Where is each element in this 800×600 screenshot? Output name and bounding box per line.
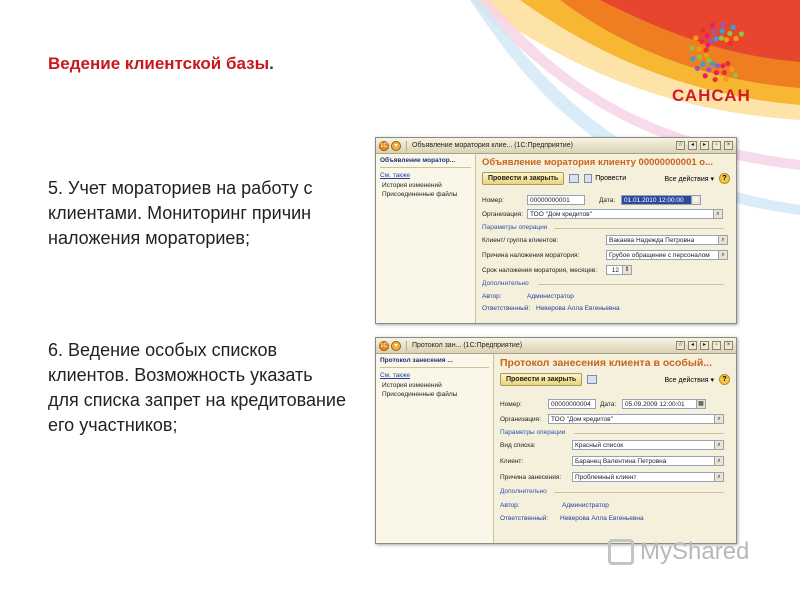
all-actions-menu[interactable]: Все действия ▾ (664, 376, 714, 384)
forward-icon[interactable]: ▸ (700, 341, 709, 350)
sidebar-item-files[interactable]: Присоединенные файлы (382, 391, 458, 398)
client-label: Клиент/ группа клиентов: (482, 236, 558, 244)
responsible-label: Ответственный: (482, 305, 531, 312)
watermark (608, 538, 749, 566)
help-icon[interactable]: ? (719, 374, 730, 385)
app-1c-icon[interactable]: 1С (380, 342, 388, 349)
client-value: Баранец Валентина Петровна (575, 458, 667, 465)
form-area (494, 354, 736, 543)
bullet-item-5: 5. Учет мораториев на работу с клиентами. Мониторинг причин наложения мораториев; (48, 178, 313, 248)
post-and-close-button[interactable]: Провести и закрыть (500, 373, 582, 386)
close-icon[interactable]: × (724, 141, 733, 150)
logo-dot (713, 77, 718, 82)
logo-dot (704, 47, 709, 52)
window-titlebar (376, 138, 736, 154)
org-value: ТОО "Дом кредитов" (530, 211, 592, 218)
logo-dot (720, 63, 725, 68)
search-icon[interactable]: ⌕ (714, 415, 723, 424)
list-type-field[interactable] (572, 440, 724, 450)
extra-section: Дополнительно (482, 280, 529, 287)
logo-dot (731, 25, 736, 30)
slide-title: Ведение клиентской базы. (48, 54, 274, 73)
logo-dot (724, 37, 729, 42)
logo-dot (690, 56, 695, 61)
sidebar (376, 154, 476, 323)
logo-dot (699, 39, 704, 44)
save-icon[interactable] (587, 375, 597, 384)
back-icon[interactable]: ◂ (688, 341, 697, 350)
logo-dot (704, 53, 709, 58)
window-title: Объявление моратория клие... (1С:Предприятие) (412, 142, 573, 149)
date-label: Дата: (599, 196, 616, 204)
reason-value: Проблемный клиент (575, 474, 637, 481)
reason-field[interactable] (572, 472, 724, 482)
post-and-close-button[interactable]: Провести и закрыть (482, 172, 564, 185)
number-field[interactable]: 00000000001 (527, 195, 585, 205)
watermark-text: MyShared (640, 538, 750, 565)
sidebar-item-history[interactable]: История изменений (382, 382, 442, 389)
org-field[interactable] (548, 414, 724, 424)
logo-dot (714, 70, 719, 75)
org-value: ТОО "Дом кредитов" (551, 416, 613, 423)
form-title: Объявление моратория клиенту 00000000001 о... (482, 157, 714, 168)
search-icon[interactable]: ⌕ (714, 473, 723, 482)
sidebar-current[interactable]: Протокол занесения ... (380, 357, 489, 368)
restore-icon[interactable]: ▫ (712, 341, 721, 350)
logo-dot (700, 62, 705, 67)
logo-dot (706, 67, 711, 72)
logo-dot (710, 22, 715, 27)
logo-dot (722, 70, 727, 75)
sidebar-current[interactable]: Объявление моратор... (380, 157, 471, 168)
search-icon[interactable]: ⌕ (718, 251, 727, 260)
number-field[interactable]: 00000000004 (548, 399, 596, 409)
sidebar (376, 354, 494, 543)
search-icon[interactable]: ⌕ (714, 457, 723, 466)
toolbar (482, 172, 730, 185)
reason-label: Причина занесения: (500, 473, 562, 481)
toolbar (500, 373, 730, 386)
responsible-value[interactable]: Неверова Алла Евгеньевна (536, 305, 620, 312)
date-label: Дата: (600, 400, 617, 408)
responsible-label: Ответственный: (500, 515, 549, 522)
search-icon[interactable]: ⌕ (713, 210, 722, 219)
logo-dot (695, 66, 700, 71)
see-also-label: См. также (380, 172, 411, 179)
logo-dot (705, 42, 710, 47)
date-field[interactable] (621, 195, 701, 205)
logo-dot (690, 46, 695, 51)
menu-arrow-icon[interactable]: ▾ (391, 341, 401, 351)
reason-value: Грубое обращение с персоналом (609, 252, 710, 259)
window-title: Протокол зан... (1С:Предприятие) (412, 342, 523, 349)
app-1c-icon[interactable]: 1С (380, 142, 388, 149)
reason-field[interactable] (606, 250, 728, 260)
org-label: Организация: (482, 210, 524, 218)
logo-dot (739, 31, 744, 36)
author-label: Автор: (482, 293, 502, 300)
sidebar-item-files[interactable]: Присоединенные файлы (382, 191, 458, 198)
help-icon[interactable]: ? (719, 173, 730, 184)
org-field[interactable] (527, 209, 723, 219)
date-value: 01.01.2010 12:00:00 (624, 197, 684, 204)
calendar-icon[interactable]: ▦ (691, 196, 700, 205)
logo-dot (706, 58, 711, 63)
window-titlebar (376, 338, 736, 354)
logo-dot (720, 22, 725, 27)
all-actions-menu[interactable]: Все действия ▾ (664, 175, 714, 183)
params-section: Параметры операции (482, 224, 548, 231)
search-icon[interactable]: ⌕ (718, 236, 727, 245)
logo-dot (693, 35, 698, 40)
term-stepper[interactable] (606, 265, 632, 275)
extra-section: Дополнительно (500, 488, 547, 495)
star-icon[interactable]: ☆ (677, 342, 684, 348)
logo-dot (697, 46, 702, 51)
close-icon[interactable]: × (724, 341, 733, 350)
term-label: Срок наложения моратория, месяцев: (482, 266, 598, 274)
presentation-icon (608, 539, 634, 565)
client-field[interactable] (606, 235, 728, 245)
logo-dot (725, 61, 730, 66)
date-field[interactable] (622, 399, 706, 409)
logo-dot (723, 77, 728, 82)
list-type-label: Вид списка: (500, 441, 536, 449)
number-label: Номер: (500, 400, 522, 408)
author-value[interactable]: Администратор (527, 293, 574, 300)
client-value: Вакаева Надежда Петровна (609, 237, 695, 244)
date-value: 05.09.2009 12:00:01 (625, 401, 685, 408)
restore-icon[interactable]: ▫ (712, 141, 721, 150)
author-label: Автор: (500, 502, 520, 509)
logo-dot (729, 67, 734, 72)
logo-dot (697, 54, 702, 59)
term-value: 12 (611, 267, 619, 274)
moratorium-window (375, 137, 737, 324)
logo-dot (712, 29, 717, 34)
org-label: Организация: (500, 415, 542, 423)
logo-dot (700, 27, 705, 32)
bullet-item-6: 6. Ведение особых списков клиентов. Возможность указать для списка запрет на кредитование его участников; (48, 340, 346, 435)
post-icon[interactable] (584, 174, 592, 183)
params-section: Параметры операции (500, 429, 566, 436)
number-label: Номер: (482, 196, 504, 204)
list-type-value: Красный список (575, 442, 624, 449)
logo-dot (709, 38, 714, 43)
calendar-icon[interactable]: ▦ (696, 400, 705, 409)
special-list-window (375, 337, 737, 544)
author-value[interactable]: Администратор (562, 502, 609, 509)
menu-arrow-icon[interactable]: ▾ (391, 141, 401, 151)
sidebar-item-history[interactable]: История изменений (382, 182, 442, 189)
logo-dot (727, 31, 732, 36)
logo-dot (720, 29, 725, 34)
forward-icon[interactable]: ▸ (700, 141, 709, 150)
search-icon[interactable]: ⌕ (714, 441, 723, 450)
form-title: Протокол занесения клиента в особый... (500, 357, 713, 369)
reason-label: Причина наложения моратория: (482, 251, 580, 259)
logo-text: САНСАН (672, 86, 751, 105)
back-icon[interactable]: ◂ (688, 141, 697, 150)
logo-dot (733, 36, 738, 41)
logo-dot (703, 73, 708, 78)
logo-dot (733, 73, 738, 78)
logo-dot (715, 63, 720, 68)
client-field[interactable] (572, 456, 724, 466)
logo-dot (710, 61, 715, 66)
save-icon[interactable] (569, 174, 579, 183)
stepper-icon[interactable]: ⇕ (622, 266, 631, 275)
logo-dot (704, 33, 709, 38)
client-label: Клиент: (500, 457, 524, 465)
form-area (476, 154, 736, 323)
see-also-label: См. также (380, 372, 411, 379)
responsible-value[interactable]: Неверова Алла Евгеньевна (560, 515, 644, 522)
star-icon[interactable]: ☆ (677, 142, 684, 148)
logo-dot (714, 36, 719, 41)
post-button[interactable]: Провести (595, 175, 627, 182)
logo-dot (728, 40, 733, 45)
logo-dot (719, 35, 724, 40)
